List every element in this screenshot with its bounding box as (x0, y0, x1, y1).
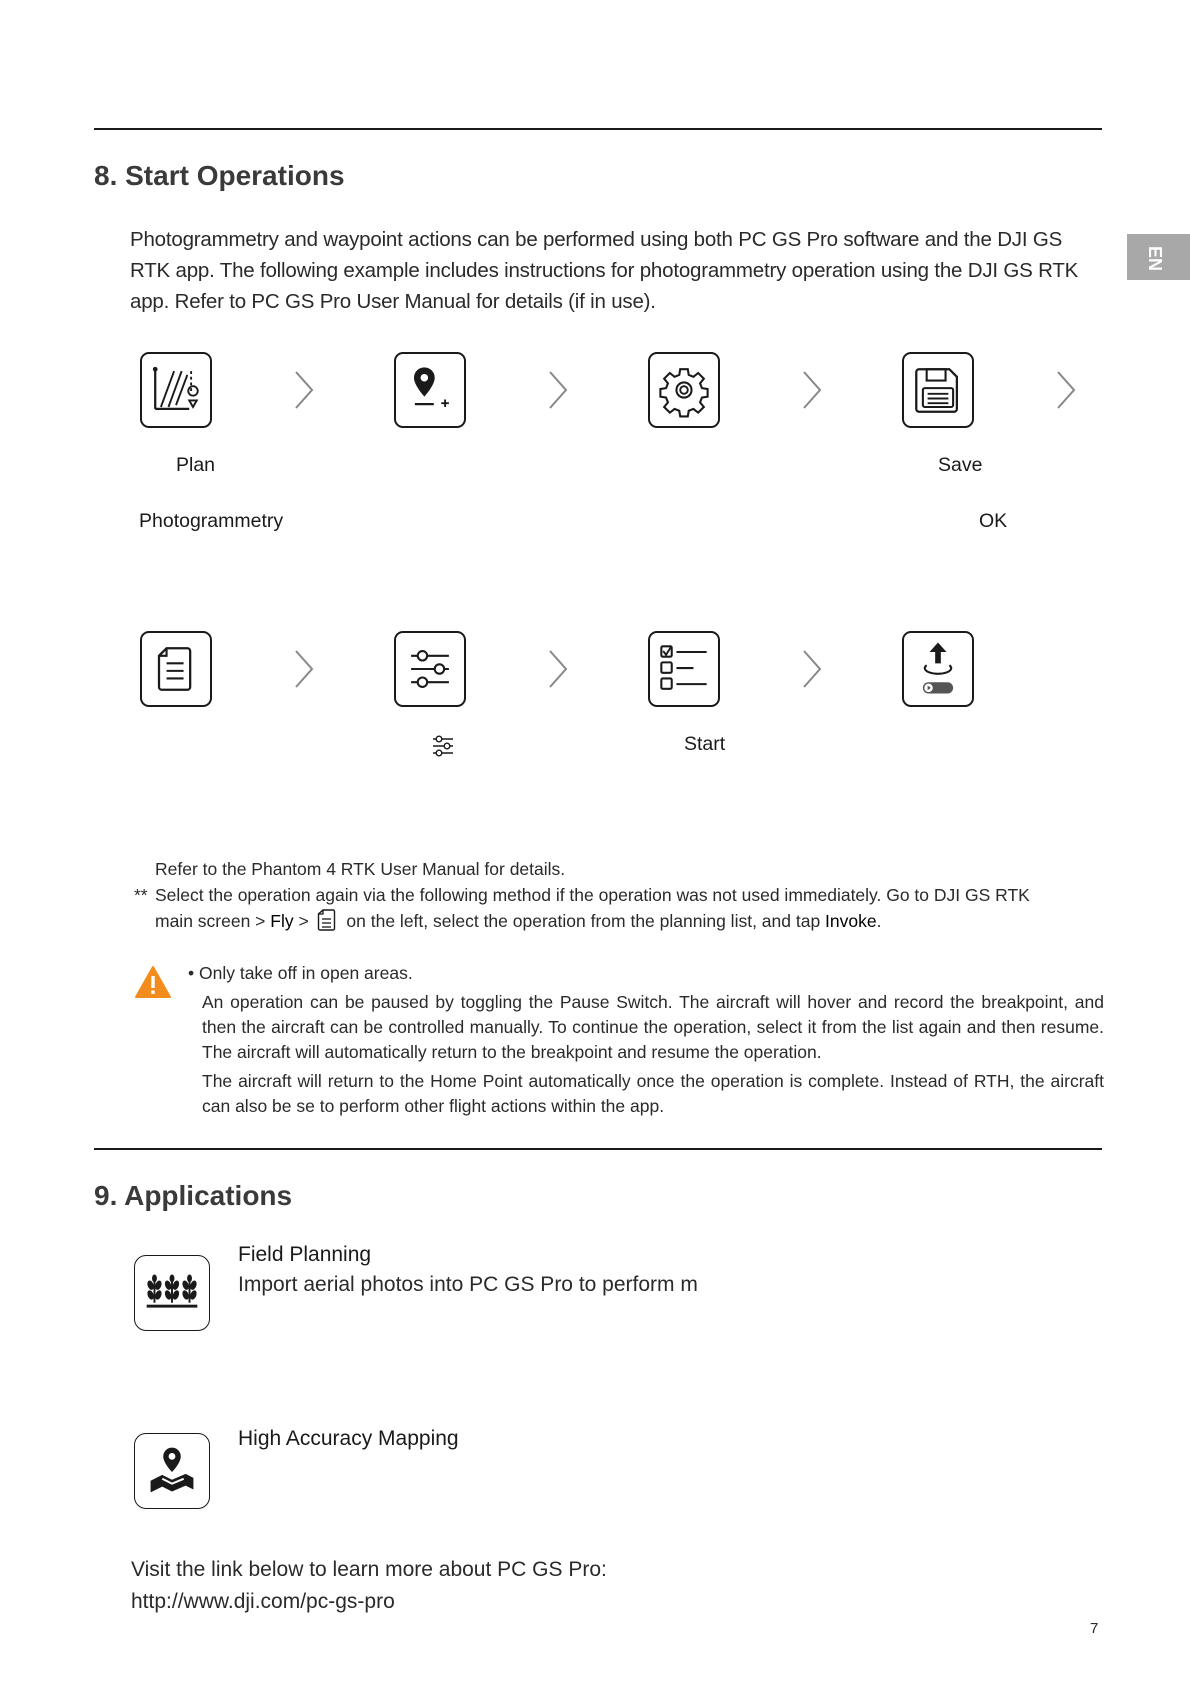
pc-gs-pro-link[interactable]: http://www.dji.com/pc-gs-pro (131, 1590, 395, 1613)
app-desc-field-planning: Import aerial photos into PC GS Pro to perform m (238, 1273, 698, 1296)
note-text-line2 (155, 908, 1105, 934)
adjust-sliders-icon (394, 631, 466, 707)
step-label-plan: Plan (176, 454, 216, 476)
chevron-right-icon (546, 370, 570, 410)
document-list-small-icon (316, 908, 336, 932)
intro-line: app. Refer to PC GS Pro User Manual for details (if in use). (130, 290, 656, 313)
warning-text (186, 961, 1104, 1123)
section-divider (94, 1148, 1102, 1150)
app-title-field-planning: Field Planning (238, 1243, 372, 1266)
save-floppy-icon (902, 352, 974, 428)
note-text: Refer to the Phantom 4 RTK User Manual for details. (155, 859, 566, 879)
section-8-heading: 8. Start Operations (94, 160, 345, 191)
note-refer-manual (155, 856, 1105, 882)
chevron-right-icon (1054, 370, 1078, 410)
intro-line: RTK app. The following example includes instructions for photogrammetry operation using the DJI GS RTK (130, 259, 1079, 282)
note-marker: ** (134, 885, 148, 905)
step-label-save: Save (938, 454, 983, 476)
upload-takeoff-toggle-icon (902, 631, 974, 707)
chevron-right-icon (800, 649, 824, 689)
step-label-photogrammetry: Photogrammetry (139, 510, 284, 532)
chevron-right-icon (546, 649, 570, 689)
app-title-high-accuracy-mapping: High Accuracy Mapping (238, 1427, 459, 1450)
language-tab (1127, 234, 1190, 280)
note-text: . (876, 911, 882, 931)
note-text: Select the operation again via the following method if the operation was not used immediately. Go to DJI GS RTK (155, 885, 1030, 905)
chevron-right-icon (292, 370, 316, 410)
adjust-sliders-small-icon (432, 735, 454, 757)
map-location-person-icon (134, 1433, 210, 1509)
note-reselect-operation (134, 882, 1105, 934)
chevron-right-icon (800, 370, 824, 410)
warning-icon (134, 965, 172, 999)
note-text: main screen > (155, 911, 271, 931)
plan-photogrammetry-icon (140, 352, 212, 428)
step-label-start: Start (684, 733, 726, 755)
chevron-right-icon (292, 649, 316, 689)
invoke-label: Invoke (825, 911, 877, 931)
settings-gear-icon (648, 352, 720, 428)
field-crops-icon (134, 1255, 210, 1331)
warning-paragraph: An operation can be paused by toggling the Pause Switch. The aircraft will hover and record the breakpoint, and then the aircraft can be controlled manually. To continue the operation, select it from the list again and then resume. The aircraft will automatically return to the breakpoint and resume the operation. (202, 992, 1104, 1062)
language-tab-label: EN (1145, 246, 1165, 272)
warning-bullet: • Only take off in open areas. (188, 963, 413, 983)
section-8-intro (130, 224, 1090, 317)
note-text: on the left, select the operation from the planning list, and tap (341, 911, 826, 931)
fly-label: Fly (270, 911, 294, 931)
intro-line: Photogrammetry and waypoint actions can be performed using both PC GS Pro software and the DJI GS (130, 228, 1063, 251)
map-pin-add-icon (394, 352, 466, 428)
page-number: 7 (1090, 1620, 1099, 1637)
section-9-heading: 9. Applications (94, 1180, 293, 1211)
warning-paragraph: The aircraft will return to the Home Point automatically once the operation is complete. Instead of RTH, the aircraft can also be se to perform other flight actions within the app. (202, 1071, 1104, 1116)
visit-text: Visit the link below to learn more about PC GS Pro: (131, 1558, 607, 1581)
document-list-icon (140, 631, 212, 707)
note-text: > (293, 911, 314, 931)
checklist-icon (648, 631, 720, 707)
visit-link-block (131, 1554, 607, 1618)
step-label-ok: OK (979, 510, 1008, 532)
top-divider (94, 128, 1102, 130)
